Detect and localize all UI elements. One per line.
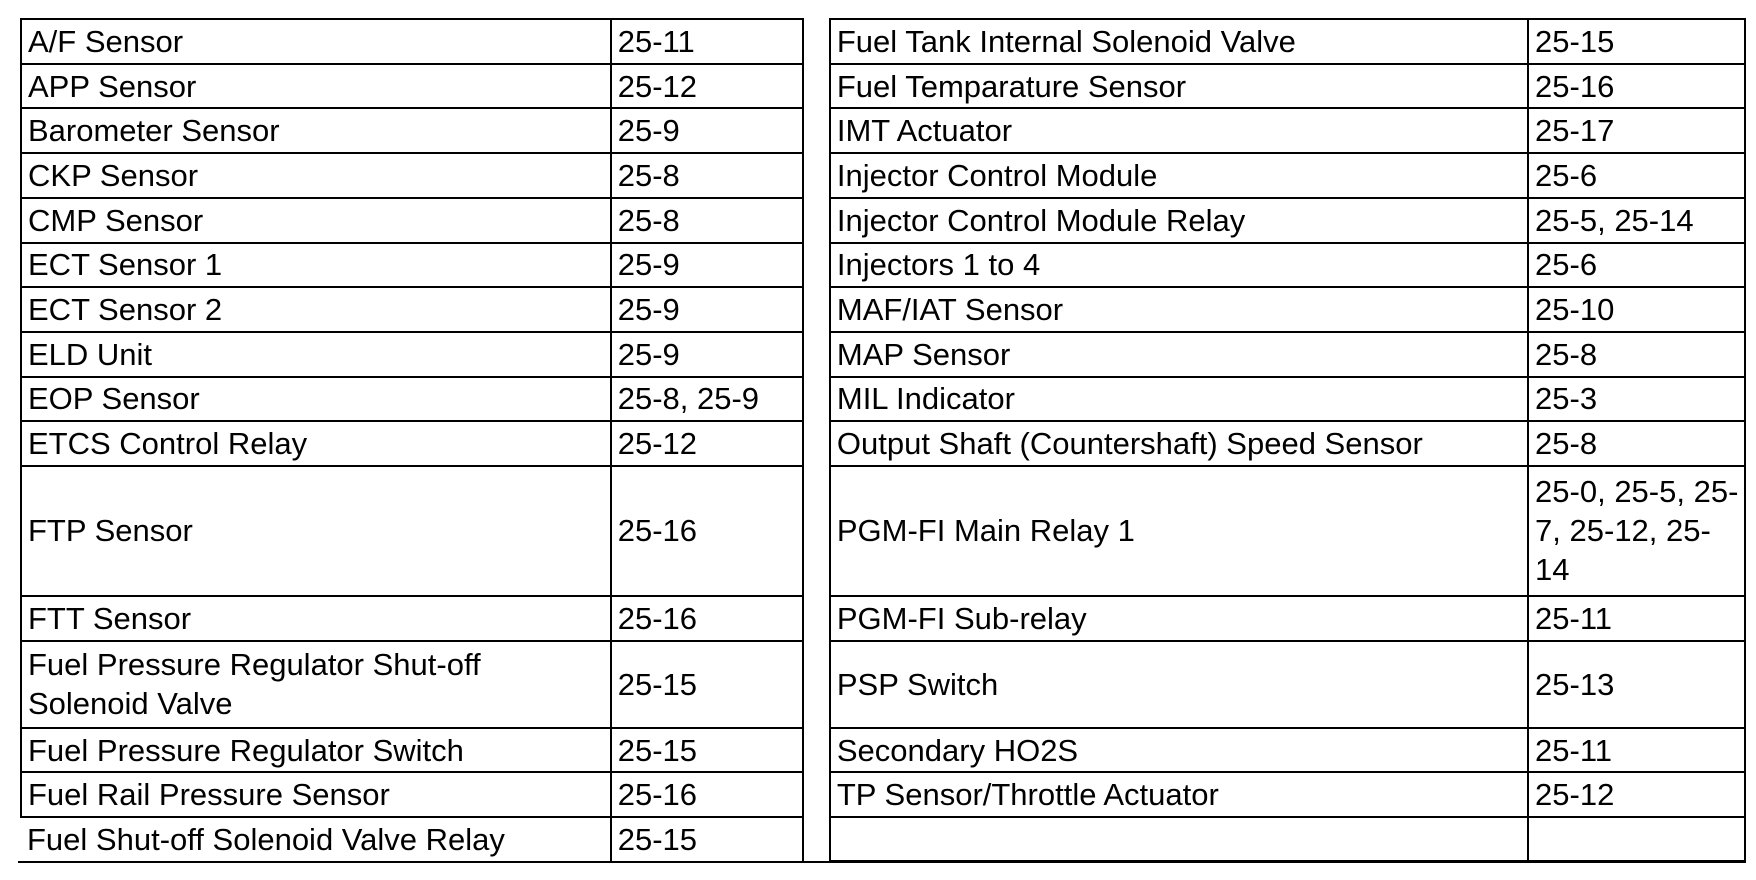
table-row: [21, 19, 1745, 64]
right-component-name: Output Shaft (Countershaft) Speed Sensor: [830, 421, 1528, 466]
left-component-name: CMP Sensor: [21, 198, 611, 243]
table-row: [21, 772, 1745, 817]
left-component-name: Fuel Shut-off Solenoid Valve Relay: [21, 817, 611, 861]
left-component-name: ECT Sensor 2: [21, 287, 611, 332]
column-gap: [803, 596, 830, 641]
column-gap: [803, 728, 830, 773]
table-row: [21, 243, 1745, 288]
right-component-name: MIL Indicator: [830, 377, 1528, 422]
left-component-name: EOP Sensor: [21, 377, 611, 422]
table-row: [21, 287, 1745, 332]
right-page-ref: 25-16: [1528, 64, 1745, 109]
right-component-name: TP Sensor/Throttle Actuator: [830, 772, 1528, 817]
column-gap: [803, 817, 830, 861]
right-component-name: Secondary HO2S: [830, 728, 1528, 773]
table-row: [21, 198, 1745, 243]
table-row: [21, 596, 1745, 641]
right-component-name: Injectors 1 to 4: [830, 243, 1528, 288]
left-page-ref: 25-12: [611, 64, 803, 109]
column-gap: [803, 64, 830, 109]
left-component-name: Fuel Rail Pressure Sensor: [21, 772, 611, 817]
left-page-ref: 25-9: [611, 243, 803, 288]
table-row: [21, 641, 1745, 728]
column-gap: [803, 332, 830, 377]
right-page-ref: 25-11: [1528, 596, 1745, 641]
table-row: [21, 421, 1745, 466]
left-component-name: APP Sensor: [21, 64, 611, 109]
left-component-name: Fuel Pressure Regulator Shut-off Solenoid Valve: [21, 641, 611, 728]
left-page-ref: 25-15: [611, 728, 803, 773]
column-gap: [803, 243, 830, 288]
left-page-ref: 25-16: [611, 596, 803, 641]
left-page-ref: 25-9: [611, 108, 803, 153]
column-gap: [803, 421, 830, 466]
right-component-name: IMT Actuator: [830, 108, 1528, 153]
left-component-name: Barometer Sensor: [21, 108, 611, 153]
table-row: [21, 64, 1745, 109]
left-page-ref: 25-15: [611, 641, 803, 728]
right-component-name: PGM-FI Main Relay 1: [830, 466, 1528, 596]
table-row: [21, 153, 1745, 198]
left-component-name: ECT Sensor 1: [21, 243, 611, 288]
column-gap: [803, 108, 830, 153]
column-gap: [803, 19, 830, 64]
left-component-name: A/F Sensor: [21, 19, 611, 64]
left-component-name: ETCS Control Relay: [21, 421, 611, 466]
bottom-rule: [18, 861, 1746, 863]
column-gap: [803, 377, 830, 422]
right-page-ref: 25-0, 25-5, 25-7, 25-12, 25-14: [1528, 466, 1745, 596]
right-page-ref: 25-3: [1528, 377, 1745, 422]
left-component-name: ELD Unit: [21, 332, 611, 377]
right-component-name: [830, 817, 1528, 861]
right-component-name: Injector Control Module Relay: [830, 198, 1528, 243]
right-page-ref: 25-11: [1528, 728, 1745, 773]
column-gap: [803, 198, 830, 243]
column-gap: [803, 287, 830, 332]
right-component-name: Fuel Temparature Sensor: [830, 64, 1528, 109]
table-row: [21, 377, 1745, 422]
right-page-ref: 25-12: [1528, 772, 1745, 817]
right-component-name: PSP Switch: [830, 641, 1528, 728]
table-row: [21, 108, 1745, 153]
right-page-ref: [1528, 817, 1745, 861]
right-component-name: PGM-FI Sub-relay: [830, 596, 1528, 641]
column-gap: [803, 466, 830, 596]
column-gap: [803, 772, 830, 817]
left-page-ref: 25-8, 25-9: [611, 377, 803, 422]
left-page-ref: 25-9: [611, 332, 803, 377]
left-page-ref: 25-8: [611, 198, 803, 243]
right-component-name: Fuel Tank Internal Solenoid Valve: [830, 19, 1528, 64]
left-component-name: CKP Sensor: [21, 153, 611, 198]
left-page-ref: 25-15: [611, 817, 803, 861]
left-component-name: Fuel Pressure Regulator Switch: [21, 728, 611, 773]
table-row: [21, 332, 1745, 377]
component-location-index-table: [20, 18, 1746, 862]
left-page-ref: 25-11: [611, 19, 803, 64]
left-component-name: FTP Sensor: [21, 466, 611, 596]
column-gap: [803, 641, 830, 728]
left-page-ref: 25-8: [611, 153, 803, 198]
left-page-ref: 25-16: [611, 466, 803, 596]
table-row: [21, 466, 1745, 596]
left-page-ref: 25-16: [611, 772, 803, 817]
column-gap: [803, 153, 830, 198]
right-page-ref: 25-6: [1528, 243, 1745, 288]
right-page-ref: 25-5, 25-14: [1528, 198, 1745, 243]
table-row: [21, 728, 1745, 773]
right-page-ref: 25-8: [1528, 332, 1745, 377]
index-table-body: [21, 19, 1745, 861]
right-page-ref: 25-15: [1528, 19, 1745, 64]
right-page-ref: 25-6: [1528, 153, 1745, 198]
right-component-name: MAP Sensor: [830, 332, 1528, 377]
right-page-ref: 25-8: [1528, 421, 1745, 466]
right-component-name: MAF/IAT Sensor: [830, 287, 1528, 332]
right-page-ref: 25-17: [1528, 108, 1745, 153]
right-component-name: Injector Control Module: [830, 153, 1528, 198]
left-component-name: FTT Sensor: [21, 596, 611, 641]
left-page-ref: 25-12: [611, 421, 803, 466]
right-page-ref: 25-10: [1528, 287, 1745, 332]
right-page-ref: 25-13: [1528, 641, 1745, 728]
left-page-ref: 25-9: [611, 287, 803, 332]
table-row: [21, 817, 1745, 861]
